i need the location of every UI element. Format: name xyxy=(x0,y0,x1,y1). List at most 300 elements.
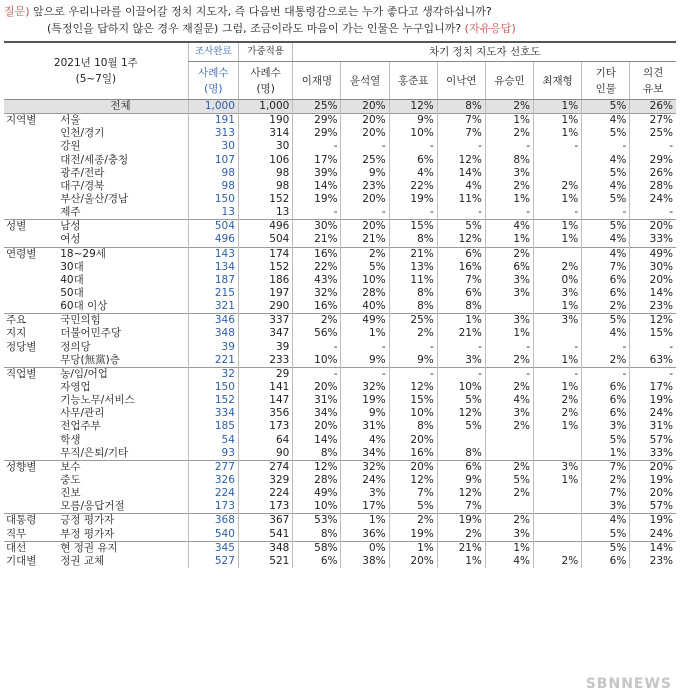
table-row xyxy=(4,447,676,461)
table-row xyxy=(4,514,676,528)
percent-cell: 24% xyxy=(630,407,676,420)
percent-cell: 31% xyxy=(630,420,676,433)
cases-cell: 98 xyxy=(238,180,292,193)
percent-cell: 3% xyxy=(485,407,533,420)
group-label xyxy=(4,487,54,500)
percent-cell: 16% xyxy=(293,247,341,261)
table-row xyxy=(4,287,676,300)
percent-cell: 1% xyxy=(534,193,582,206)
header-weighted xyxy=(238,42,292,62)
candidate-header: 이재명 xyxy=(293,62,341,100)
percent-cell: 2% xyxy=(534,555,582,568)
percent-cell: 12% xyxy=(630,314,676,328)
subgroup-label: 긍정 평가자 xyxy=(54,514,188,528)
percent-cell: - xyxy=(389,140,437,153)
percent-cell: - xyxy=(341,206,389,220)
percent-cell: 3% xyxy=(582,420,630,433)
percent-cell: 28% xyxy=(630,180,676,193)
percent-cell: 12% xyxy=(437,407,485,420)
percent-cell: 20% xyxy=(341,193,389,206)
percent-cell: - xyxy=(582,341,630,354)
subgroup-label: 진보 xyxy=(60,487,81,500)
percent-cell: 25% xyxy=(293,100,341,114)
question-label: 질문) xyxy=(4,5,30,18)
percent-cell: 20% xyxy=(630,460,676,474)
percent-cell: 19% xyxy=(630,394,676,407)
cases-cell: 348 xyxy=(238,541,292,555)
percent-cell: 4% xyxy=(582,247,630,261)
percent-cell: 19% xyxy=(630,474,676,487)
percent-cell: 2% xyxy=(582,474,630,487)
percent-cell xyxy=(534,514,582,528)
cases-cell: 152 xyxy=(188,394,238,407)
percent-cell: 9% xyxy=(389,354,437,368)
percent-cell: 49% xyxy=(293,487,341,500)
cases-cell: 30 xyxy=(188,140,238,153)
opinion-l1: 의견 xyxy=(643,66,664,79)
percent-cell: - xyxy=(437,341,485,354)
header-cases-weighted xyxy=(238,62,292,100)
header-date xyxy=(4,42,188,100)
percent-cell: 1% xyxy=(534,233,582,247)
percent-cell: - xyxy=(485,341,533,354)
subgroup-label: 제주 xyxy=(60,206,81,219)
percent-cell: 19% xyxy=(293,193,341,206)
cases-cell: 173 xyxy=(188,500,238,514)
table-row xyxy=(4,261,676,274)
percent-cell: - xyxy=(341,367,389,381)
table-row xyxy=(4,407,676,420)
percent-cell: - xyxy=(293,140,341,153)
cases-cell: 185 xyxy=(188,420,238,433)
percent-cell: 33% xyxy=(630,447,676,461)
percent-cell: 19% xyxy=(630,514,676,528)
percent-cell: 8% xyxy=(293,447,341,461)
header-date-sub: (5~7일) xyxy=(75,73,117,85)
table-row xyxy=(4,500,676,514)
percent-cell: 12% xyxy=(389,474,437,487)
percent-cell: 1% xyxy=(534,354,582,368)
percent-cell: 2% xyxy=(534,394,582,407)
percent-cell: 2% xyxy=(534,180,582,193)
percent-cell: 34% xyxy=(293,407,341,420)
percent-cell: 10% xyxy=(341,274,389,287)
percent-cell: 32% xyxy=(341,381,389,394)
candidate-header: 홍준표 xyxy=(389,62,437,100)
subgroup-label: 서울 xyxy=(54,114,188,128)
percent-cell: 21% xyxy=(389,247,437,261)
percent-cell: - xyxy=(582,206,630,220)
group-label xyxy=(4,474,54,487)
percent-cell: 13% xyxy=(389,261,437,274)
subgroup-label: 무직/은퇴/기타 xyxy=(60,446,129,459)
percent-cell: 14% xyxy=(630,287,676,300)
percent-cell: 1% xyxy=(341,327,389,340)
survey-table xyxy=(4,41,676,568)
percent-cell: 2% xyxy=(485,180,533,193)
subgroup-label: 40대 xyxy=(60,273,84,286)
percent-cell: 6% xyxy=(437,287,485,300)
percent-cell: 2% xyxy=(485,100,533,114)
percent-cell: 21% xyxy=(341,233,389,247)
percent-cell: 1% xyxy=(534,381,582,394)
header-weighted-label: 가중적용 xyxy=(247,46,284,57)
subgroup-label: 현 정권 유지 xyxy=(54,541,188,555)
cases-cell: 321 xyxy=(188,300,238,314)
question-note: (자유응답) xyxy=(464,22,516,35)
cases-cell: 173 xyxy=(238,500,292,514)
percent-cell: 6% xyxy=(582,381,630,394)
percent-cell: 4% xyxy=(485,394,533,407)
percent-cell xyxy=(485,447,533,461)
percent-cell: 4% xyxy=(582,154,630,167)
percent-cell: 2% xyxy=(485,247,533,261)
percent-cell: 3% xyxy=(534,314,582,328)
percent-cell: - xyxy=(341,341,389,354)
percent-cell: 32% xyxy=(341,460,389,474)
subgroup-label: 18~29세 xyxy=(54,247,188,261)
cases-cell: 221 xyxy=(188,354,238,368)
percent-cell: 25% xyxy=(630,127,676,140)
percent-cell: 30% xyxy=(630,261,676,274)
percent-cell: 6% xyxy=(582,407,630,420)
cases-cell: 277 xyxy=(188,460,238,474)
percent-cell: - xyxy=(630,367,676,381)
percent-cell: 17% xyxy=(630,381,676,394)
percent-cell: 2% xyxy=(485,127,533,140)
percent-cell: 7% xyxy=(582,261,630,274)
table-row xyxy=(4,114,676,128)
percent-cell: 29% xyxy=(293,114,341,128)
percent-cell: 57% xyxy=(630,500,676,514)
cases-cell: 326 xyxy=(188,474,238,487)
percent-cell xyxy=(485,434,533,447)
percent-cell: 2% xyxy=(389,514,437,528)
cases-cell: 504 xyxy=(238,233,292,247)
percent-cell: 34% xyxy=(341,447,389,461)
percent-cell: - xyxy=(437,140,485,153)
percent-cell: 7% xyxy=(437,500,485,514)
group-label xyxy=(4,434,54,447)
percent-cell: 58% xyxy=(293,541,341,555)
group-label xyxy=(4,420,54,433)
percent-cell: 7% xyxy=(582,460,630,474)
table-row xyxy=(4,193,676,206)
header-survey-label: 조사완료 xyxy=(194,46,232,57)
percent-cell: 20% xyxy=(341,127,389,140)
percent-cell: 4% xyxy=(341,434,389,447)
cases-cell: 107 xyxy=(188,154,238,167)
cases-cell: 54 xyxy=(188,434,238,447)
percent-cell: 4% xyxy=(582,514,630,528)
cases-cell: 496 xyxy=(238,220,292,234)
cases-cell: 527 xyxy=(188,555,238,568)
percent-cell: 57% xyxy=(630,434,676,447)
percent-cell: 16% xyxy=(389,447,437,461)
percent-cell: 5% xyxy=(582,541,630,555)
subgroup-label: 모름/응답거절 xyxy=(60,500,125,513)
percent-cell: 20% xyxy=(389,460,437,474)
percent-cell: 53% xyxy=(293,514,341,528)
percent-cell: 9% xyxy=(389,114,437,128)
percent-cell: 1% xyxy=(485,327,533,340)
cases-cell: 224 xyxy=(238,487,292,500)
percent-cell: 5% xyxy=(341,261,389,274)
percent-cell: - xyxy=(485,140,533,153)
percent-cell: 8% xyxy=(437,100,485,114)
group-label: 성향별 xyxy=(4,460,54,474)
cases-cell: 345 xyxy=(188,541,238,555)
cases-cell: 334 xyxy=(188,407,238,420)
percent-cell: 32% xyxy=(293,287,341,300)
cases-cell: 29 xyxy=(238,367,292,381)
percent-cell: 16% xyxy=(293,300,341,314)
cases-cell: 1,000 xyxy=(238,100,292,114)
percent-cell: 20% xyxy=(293,420,341,433)
candidate-header: 최재형 xyxy=(534,62,582,100)
percent-cell: 6% xyxy=(582,394,630,407)
percent-cell: 12% xyxy=(389,381,437,394)
cases-cell: 367 xyxy=(238,514,292,528)
cases-cell: 190 xyxy=(238,114,292,128)
percent-cell: 1% xyxy=(534,300,582,314)
percent-cell: 2% xyxy=(485,381,533,394)
percent-cell: 5% xyxy=(389,500,437,514)
percent-cell: - xyxy=(534,140,582,153)
cases-cell: 1,000 xyxy=(188,100,238,114)
percent-cell: 4% xyxy=(389,167,437,180)
candidate-header: 유승민 xyxy=(485,62,533,100)
percent-cell: 11% xyxy=(389,274,437,287)
percent-cell: 28% xyxy=(341,287,389,300)
group-label xyxy=(4,140,54,153)
percent-cell: 5% xyxy=(582,528,630,542)
candidate-header: 이낙연 xyxy=(437,62,485,100)
percent-cell: - xyxy=(437,367,485,381)
watermark: SBNNEWS xyxy=(585,676,672,692)
percent-cell: - xyxy=(341,140,389,153)
percent-cell: 20% xyxy=(341,100,389,114)
percent-cell: 7% xyxy=(437,127,485,140)
percent-cell: 23% xyxy=(630,555,676,568)
table-row xyxy=(4,127,676,140)
percent-cell: 10% xyxy=(293,354,341,368)
cases-cell: 356 xyxy=(238,407,292,420)
cases-cell: 143 xyxy=(188,247,238,261)
cases-cell: 346 xyxy=(188,314,238,328)
percent-cell: 9% xyxy=(341,354,389,368)
percent-cell: 2% xyxy=(534,407,582,420)
percent-cell: 5% xyxy=(582,167,630,180)
table-row xyxy=(4,541,676,555)
subgroup-label: 학생 xyxy=(60,433,81,446)
percent-cell: 29% xyxy=(293,127,341,140)
percent-cell: 33% xyxy=(630,233,676,247)
subgroup-label: 부정 평가자 xyxy=(60,527,115,540)
percent-cell: 2% xyxy=(534,261,582,274)
cases-cell: 64 xyxy=(238,434,292,447)
subgroup-label: 무당(無黨)층 xyxy=(60,353,120,366)
group-label xyxy=(4,287,54,300)
table-row xyxy=(4,474,676,487)
table-row xyxy=(4,528,676,542)
table-row xyxy=(4,206,676,220)
percent-cell: 1% xyxy=(534,420,582,433)
percent-cell: - xyxy=(534,206,582,220)
group-label xyxy=(4,180,54,193)
percent-cell: 3% xyxy=(534,287,582,300)
percent-cell: 3% xyxy=(485,528,533,542)
subgroup-label: 전체 xyxy=(54,100,188,114)
table-row xyxy=(4,233,676,247)
cases-cell: 152 xyxy=(238,193,292,206)
percent-cell: 4% xyxy=(485,220,533,234)
percent-cell: 5% xyxy=(582,220,630,234)
cases-label-2: 사례수 xyxy=(250,66,281,79)
percent-cell: 49% xyxy=(630,247,676,261)
percent-cell xyxy=(534,327,582,340)
cases-cell: 329 xyxy=(238,474,292,487)
table-row xyxy=(4,394,676,407)
cases-cell: 141 xyxy=(238,381,292,394)
cases-cell: 90 xyxy=(238,447,292,461)
percent-cell xyxy=(534,434,582,447)
percent-cell: 8% xyxy=(293,528,341,542)
group-label: 직무 xyxy=(6,527,27,540)
table-row xyxy=(4,420,676,433)
percent-cell: - xyxy=(630,206,676,220)
percent-cell: 2% xyxy=(485,460,533,474)
percent-cell: 2% xyxy=(582,354,630,368)
other-l1: 기타 xyxy=(595,66,616,79)
percent-cell: 1% xyxy=(485,541,533,555)
percent-cell: 15% xyxy=(389,394,437,407)
percent-cell: 8% xyxy=(389,287,437,300)
table-row xyxy=(4,381,676,394)
percent-cell: 20% xyxy=(341,114,389,128)
question-line-2 xyxy=(47,21,516,36)
group-label: 대통령 xyxy=(4,514,54,528)
percent-cell xyxy=(437,434,485,447)
percent-cell xyxy=(534,247,582,261)
subgroup-label: 50대 xyxy=(60,287,84,300)
percent-cell xyxy=(534,541,582,555)
percent-cell: - xyxy=(485,206,533,220)
percent-cell: - xyxy=(293,206,341,220)
cases-cell: 215 xyxy=(188,287,238,300)
percent-cell: 12% xyxy=(389,100,437,114)
cases-cell: 93 xyxy=(188,447,238,461)
question-line-1 xyxy=(2,4,492,19)
percent-cell: - xyxy=(582,367,630,381)
group-label xyxy=(4,394,54,407)
percent-cell: 8% xyxy=(389,420,437,433)
percent-cell: 6% xyxy=(389,154,437,167)
percent-cell: 5% xyxy=(485,474,533,487)
subgroup-label: 자영업 xyxy=(60,381,91,394)
percent-cell: 14% xyxy=(437,167,485,180)
cases-cell: 521 xyxy=(238,555,292,568)
group-label xyxy=(4,100,54,114)
percent-cell xyxy=(534,500,582,514)
percent-cell: 8% xyxy=(389,233,437,247)
percent-cell: 22% xyxy=(293,261,341,274)
percent-cell: 1% xyxy=(341,514,389,528)
cases-cell: 106 xyxy=(238,154,292,167)
percent-cell: 25% xyxy=(341,154,389,167)
percent-cell: 4% xyxy=(582,233,630,247)
subgroup-label: 대전/세종/충청 xyxy=(60,153,129,166)
percent-cell: 3% xyxy=(341,487,389,500)
table-row xyxy=(4,140,676,153)
cases-cell: 290 xyxy=(238,300,292,314)
subgroup-label: 강원 xyxy=(60,140,81,153)
percent-cell: 5% xyxy=(582,314,630,328)
header-group-title: 차기 정치 지도자 선호도 xyxy=(293,42,676,62)
percent-cell: 20% xyxy=(389,555,437,568)
percent-cell: - xyxy=(293,367,341,381)
subgroup-label: 사무/관리 xyxy=(60,407,105,420)
cases-cell: 347 xyxy=(238,327,292,340)
percent-cell: 22% xyxy=(389,180,437,193)
subgroup-label: 여성 xyxy=(60,233,81,246)
percent-cell: 20% xyxy=(630,487,676,500)
percent-cell: 14% xyxy=(630,541,676,555)
cases-cell: 150 xyxy=(188,193,238,206)
percent-cell: 5% xyxy=(582,193,630,206)
group-label: 정당별 xyxy=(6,340,37,353)
percent-cell: 30% xyxy=(293,220,341,234)
cases-cell: 150 xyxy=(188,381,238,394)
cases-cell: 197 xyxy=(238,287,292,300)
percent-cell: 3% xyxy=(534,460,582,474)
percent-cell: 43% xyxy=(293,274,341,287)
percent-cell xyxy=(534,154,582,167)
percent-cell xyxy=(534,167,582,180)
percent-cell: - xyxy=(582,140,630,153)
percent-cell: 1% xyxy=(389,541,437,555)
table-row xyxy=(4,460,676,474)
percent-cell: 36% xyxy=(341,528,389,542)
percent-cell: 1% xyxy=(485,114,533,128)
percent-cell: 27% xyxy=(630,114,676,128)
question-text: 앞으로 우리나라를 이끌어갈 정치 지도자, 즉 다음번 대통령감으로는 누가 좋다고 생각하십니까? xyxy=(33,5,492,18)
cases-cell: 540 xyxy=(188,528,238,542)
percent-cell: 21% xyxy=(293,233,341,247)
percent-cell: 23% xyxy=(341,180,389,193)
percent-cell: - xyxy=(630,140,676,153)
percent-cell xyxy=(485,500,533,514)
group-label: 연령별 xyxy=(4,247,54,261)
cases-cell: 224 xyxy=(188,487,238,500)
percent-cell: 19% xyxy=(389,528,437,542)
percent-cell: 9% xyxy=(437,474,485,487)
table-row xyxy=(4,434,676,447)
percent-cell: 1% xyxy=(485,233,533,247)
subgroup-label: 인천/경기 xyxy=(60,127,105,140)
percent-cell: 1% xyxy=(534,127,582,140)
percent-cell: 7% xyxy=(582,487,630,500)
cases-cell: 348 xyxy=(188,327,238,340)
question-followup: (특정인을 답하지 않은 경우 재질문) 그럼, 조금이라도 마음이 가는 인물은 누구입니까? xyxy=(47,22,462,35)
subgroup-label: 중도 xyxy=(60,474,81,486)
percent-cell: 3% xyxy=(582,500,630,514)
percent-cell: 1% xyxy=(534,474,582,487)
subgroup-label: 부산/울산/경남 xyxy=(60,193,129,206)
percent-cell: 2% xyxy=(485,354,533,368)
people-label-2: (명) xyxy=(256,82,275,95)
group-label: 주요 xyxy=(4,314,54,328)
